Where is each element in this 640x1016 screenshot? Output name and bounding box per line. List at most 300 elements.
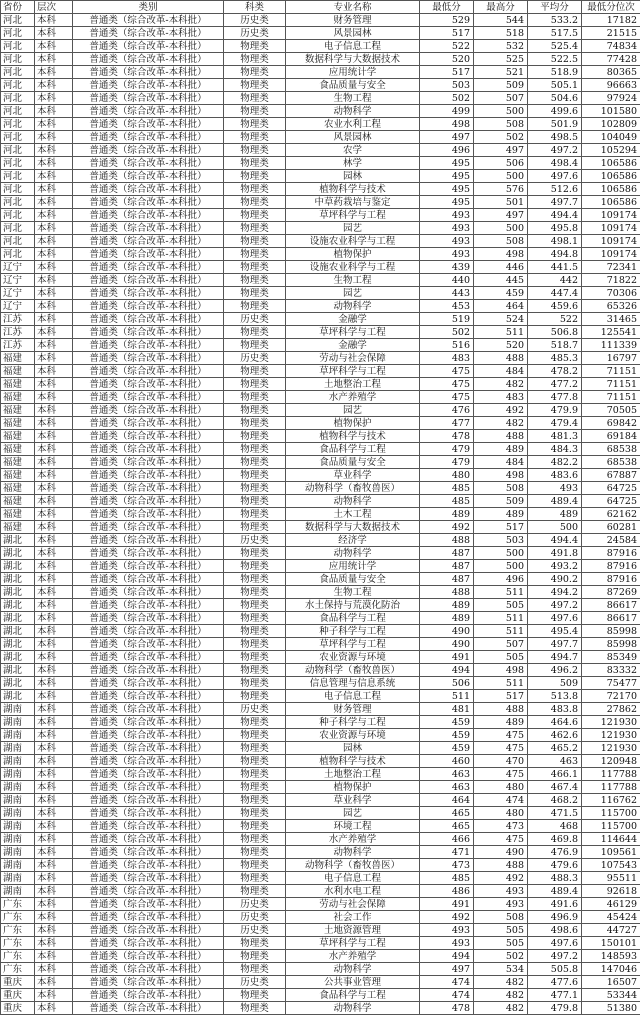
cell-max-score: 511	[474, 625, 528, 638]
cell-category: 普通类（综合改革-本科批）	[73, 742, 224, 755]
cell-avg-score: 481.3	[528, 430, 582, 443]
cell-major: 植物科学与技术	[286, 755, 420, 768]
cell-max-score: 482	[474, 417, 528, 430]
cell-avg-score: 504.6	[528, 92, 582, 105]
table-row	[1, 456, 640, 469]
cell-subject-type: 历史类	[224, 534, 286, 547]
cell-province: 福建	[1, 430, 35, 443]
cell-major: 食品质量与安全	[286, 573, 420, 586]
cell-major: 劳动与社会保障	[286, 352, 420, 365]
cell-level: 本科	[35, 183, 73, 196]
table-row	[1, 391, 640, 404]
cell-level: 本科	[35, 560, 73, 573]
cell-min-score: 463	[420, 781, 474, 794]
cell-category: 普通类（综合改革-本科批）	[73, 911, 224, 924]
cell-max-score: 532	[474, 40, 528, 53]
table-row	[1, 105, 640, 118]
table-row	[1, 781, 640, 794]
cell-max-score: 493	[474, 885, 528, 898]
cell-level: 本科	[35, 508, 73, 521]
table-row	[1, 560, 640, 573]
table-row	[1, 274, 640, 287]
cell-min-score: 490	[420, 625, 474, 638]
cell-subject-type: 物理类	[224, 66, 286, 79]
cell-subject-type: 物理类	[224, 105, 286, 118]
cell-min-rank: 109174	[582, 235, 640, 248]
table-row	[1, 911, 640, 924]
cell-min-score: 498	[420, 118, 474, 131]
table-row	[1, 963, 640, 976]
cell-avg-score: 518.9	[528, 66, 582, 79]
cell-subject-type: 物理类	[224, 612, 286, 625]
table-row	[1, 534, 640, 547]
cell-max-score: 446	[474, 261, 528, 274]
cell-level: 本科	[35, 378, 73, 391]
cell-category: 普通类（综合改革-本科批）	[73, 313, 224, 326]
cell-level: 本科	[35, 872, 73, 885]
cell-avg-score: 497.7	[528, 196, 582, 209]
cell-avg-score: 479.8	[528, 1002, 582, 1015]
cell-category: 普通类（综合改革-本科批）	[73, 807, 224, 820]
cell-level: 本科	[35, 963, 73, 976]
cell-category: 普通类（综合改革-本科批）	[73, 508, 224, 521]
cell-major: 数据科学与大数据技术	[286, 521, 420, 534]
cell-province: 河北	[1, 209, 35, 222]
cell-province: 湖南	[1, 742, 35, 755]
cell-subject-type: 物理类	[224, 846, 286, 859]
cell-level: 本科	[35, 222, 73, 235]
cell-province: 河北	[1, 196, 35, 209]
cell-min-score: 439	[420, 261, 474, 274]
cell-province: 湖北	[1, 612, 35, 625]
cell-avg-score: 512.6	[528, 183, 582, 196]
table-row	[1, 586, 640, 599]
cell-category: 普通类（综合改革-本科批）	[73, 40, 224, 53]
cell-category: 普通类（综合改革-本科批）	[73, 950, 224, 963]
cell-level: 本科	[35, 794, 73, 807]
cell-category: 普通类（综合改革-本科批）	[73, 937, 224, 950]
cell-min-rank: 116762	[582, 794, 640, 807]
cell-province: 湖南	[1, 729, 35, 742]
table-row	[1, 131, 640, 144]
cell-min-score: 487	[420, 560, 474, 573]
cell-min-rank: 67887	[582, 469, 640, 482]
cell-min-rank: 147046	[582, 963, 640, 976]
cell-category: 普通类（综合改革-本科批）	[73, 963, 224, 976]
cell-subject-type: 历史类	[224, 313, 286, 326]
cell-subject-type: 物理类	[224, 729, 286, 742]
cell-subject-type: 物理类	[224, 79, 286, 92]
cell-min-score: 487	[420, 547, 474, 560]
cell-max-score: 475	[474, 768, 528, 781]
cell-avg-score: 497.2	[528, 144, 582, 157]
cell-min-rank: 71151	[582, 378, 640, 391]
cell-major: 公共事业管理	[286, 976, 420, 989]
cell-category: 普通类（综合改革-本科批）	[73, 768, 224, 781]
cell-max-score: 501	[474, 196, 528, 209]
cell-level: 本科	[35, 14, 73, 27]
cell-subject-type: 历史类	[224, 924, 286, 937]
cell-major: 园艺	[286, 807, 420, 820]
cell-max-score: 497	[474, 209, 528, 222]
cell-min-rank: 69842	[582, 417, 640, 430]
cell-level: 本科	[35, 781, 73, 794]
table-row	[1, 937, 640, 950]
cell-min-score: 493	[420, 937, 474, 950]
cell-category: 普通类（综合改革-本科批）	[73, 794, 224, 807]
cell-subject-type: 物理类	[224, 443, 286, 456]
cell-level: 本科	[35, 196, 73, 209]
cell-province: 福建	[1, 404, 35, 417]
cell-category: 普通类（综合改革-本科批）	[73, 612, 224, 625]
cell-avg-score: 494.2	[528, 586, 582, 599]
cell-category: 普通类（综合改革-本科批）	[73, 248, 224, 261]
cell-level: 本科	[35, 521, 73, 534]
cell-avg-score: 493.2	[528, 560, 582, 573]
table-row	[1, 482, 640, 495]
cell-min-score: 478	[420, 1002, 474, 1015]
header-avg-score: 平均分	[528, 1, 582, 14]
cell-major: 金融学	[286, 313, 420, 326]
cell-min-score: 488	[420, 586, 474, 599]
table-row	[1, 118, 640, 131]
cell-min-score: 495	[420, 170, 474, 183]
cell-max-score: 492	[474, 404, 528, 417]
cell-max-score: 500	[474, 105, 528, 118]
cell-subject-type: 物理类	[224, 378, 286, 391]
cell-avg-score: 496.9	[528, 911, 582, 924]
cell-major: 农业水利工程	[286, 118, 420, 131]
cell-major: 草坪科学与工程	[286, 326, 420, 339]
cell-major: 动物科学	[286, 105, 420, 118]
cell-avg-score: 477.8	[528, 391, 582, 404]
cell-major: 水产养殖学	[286, 833, 420, 846]
cell-max-score: 474	[474, 794, 528, 807]
cell-major: 食品科学与工程	[286, 612, 420, 625]
cell-avg-score: 496.2	[528, 664, 582, 677]
cell-avg-score: 499.6	[528, 105, 582, 118]
table-row	[1, 976, 640, 989]
cell-category: 普通类（综合改革-本科批）	[73, 27, 224, 40]
cell-avg-score: 495.4	[528, 625, 582, 638]
cell-min-score: 491	[420, 898, 474, 911]
cell-min-score: 485	[420, 872, 474, 885]
cell-subject-type: 物理类	[224, 950, 286, 963]
cell-avg-score: 517.5	[528, 27, 582, 40]
cell-min-score: 453	[420, 300, 474, 313]
cell-major: 园林	[286, 742, 420, 755]
cell-min-rank: 65326	[582, 300, 640, 313]
cell-max-score: 488	[474, 859, 528, 872]
cell-major: 草坪科学与工程	[286, 638, 420, 651]
cell-level: 本科	[35, 898, 73, 911]
cell-major: 种子科学与工程	[286, 625, 420, 638]
table-row	[1, 352, 640, 365]
cell-subject-type: 物理类	[224, 716, 286, 729]
cell-province: 湖北	[1, 534, 35, 547]
cell-max-score: 459	[474, 287, 528, 300]
cell-min-rank: 148593	[582, 950, 640, 963]
header-row	[1, 1, 640, 14]
cell-max-score: 473	[474, 820, 528, 833]
cell-major: 动物科学	[286, 300, 420, 313]
cell-max-score: 503	[474, 534, 528, 547]
table-row	[1, 794, 640, 807]
cell-subject-type: 物理类	[224, 326, 286, 339]
cell-max-score: 480	[474, 781, 528, 794]
cell-level: 本科	[35, 443, 73, 456]
cell-category: 普通类（综合改革-本科批）	[73, 846, 224, 859]
cell-min-score: 495	[420, 157, 474, 170]
cell-province: 重庆	[1, 989, 35, 1002]
cell-min-rank: 87269	[582, 586, 640, 599]
cell-major: 农业资源与环境	[286, 729, 420, 742]
cell-max-score: 498	[474, 664, 528, 677]
cell-max-score: 505	[474, 599, 528, 612]
cell-avg-score: 497.2	[528, 950, 582, 963]
cell-subject-type: 物理类	[224, 92, 286, 105]
cell-province: 江苏	[1, 326, 35, 339]
cell-major: 林学	[286, 157, 420, 170]
cell-avg-score: 465.2	[528, 742, 582, 755]
cell-major: 动物科学	[286, 495, 420, 508]
cell-subject-type: 物理类	[224, 794, 286, 807]
cell-max-score: 508	[474, 118, 528, 131]
cell-province: 湖南	[1, 794, 35, 807]
cell-subject-type: 物理类	[224, 222, 286, 235]
header-min-score: 最低分	[420, 1, 474, 14]
cell-min-score: 489	[420, 612, 474, 625]
cell-subject-type: 物理类	[224, 248, 286, 261]
cell-province: 湖北	[1, 651, 35, 664]
cell-level: 本科	[35, 573, 73, 586]
cell-subject-type: 物理类	[224, 807, 286, 820]
cell-min-rank: 121930	[582, 716, 640, 729]
cell-category: 普通类（综合改革-本科批）	[73, 885, 224, 898]
cell-avg-score: 498.1	[528, 235, 582, 248]
cell-avg-score: 494.8	[528, 248, 582, 261]
cell-min-rank: 115700	[582, 807, 640, 820]
cell-province: 福建	[1, 495, 35, 508]
cell-province: 辽宁	[1, 300, 35, 313]
cell-min-score: 459	[420, 716, 474, 729]
cell-subject-type: 物理类	[224, 144, 286, 157]
cell-level: 本科	[35, 235, 73, 248]
cell-avg-score: 497.7	[528, 638, 582, 651]
cell-level: 本科	[35, 924, 73, 937]
cell-subject-type: 物理类	[224, 963, 286, 976]
cell-min-score: 511	[420, 690, 474, 703]
cell-min-score: 497	[420, 963, 474, 976]
cell-min-rank: 95511	[582, 872, 640, 885]
cell-category: 普通类（综合改革-本科批）	[73, 79, 224, 92]
cell-avg-score: 464.6	[528, 716, 582, 729]
cell-max-score: 488	[474, 703, 528, 716]
cell-max-score: 517	[474, 521, 528, 534]
cell-min-score: 491	[420, 651, 474, 664]
cell-avg-score: 509	[528, 677, 582, 690]
cell-min-score: 487	[420, 573, 474, 586]
cell-subject-type: 物理类	[224, 469, 286, 482]
cell-subject-type: 物理类	[224, 131, 286, 144]
cell-province: 湖北	[1, 560, 35, 573]
cell-min-rank: 62162	[582, 508, 640, 521]
cell-category: 普通类（综合改革-本科批）	[73, 53, 224, 66]
cell-avg-score: 493	[528, 482, 582, 495]
table-row	[1, 625, 640, 638]
cell-major: 草坪科学与工程	[286, 365, 420, 378]
cell-min-rank: 80365	[582, 66, 640, 79]
cell-level: 本科	[35, 456, 73, 469]
cell-min-rank: 68538	[582, 443, 640, 456]
cell-min-rank: 125541	[582, 326, 640, 339]
table-row	[1, 716, 640, 729]
cell-level: 本科	[35, 144, 73, 157]
cell-major: 园林	[286, 170, 420, 183]
cell-category: 普通类（综合改革-本科批）	[73, 287, 224, 300]
cell-level: 本科	[35, 755, 73, 768]
cell-category: 普通类（综合改革-本科批）	[73, 625, 224, 638]
cell-max-score: 488	[474, 430, 528, 443]
cell-max-score: 508	[474, 235, 528, 248]
cell-min-score: 517	[420, 66, 474, 79]
cell-min-score: 493	[420, 248, 474, 261]
cell-major: 经济学	[286, 534, 420, 547]
cell-avg-score: 442	[528, 274, 582, 287]
cell-category: 普通类（综合改革-本科批）	[73, 729, 224, 742]
cell-min-score: 503	[420, 79, 474, 92]
cell-major: 设施农业科学与工程	[286, 261, 420, 274]
cell-major: 社会工作	[286, 911, 420, 924]
table-row	[1, 248, 640, 261]
cell-category: 普通类（综合改革-本科批）	[73, 586, 224, 599]
cell-province: 河北	[1, 53, 35, 66]
cell-level: 本科	[35, 950, 73, 963]
cell-max-score: 482	[474, 989, 528, 1002]
cell-avg-score: 497.2	[528, 599, 582, 612]
cell-min-score: 520	[420, 53, 474, 66]
cell-avg-score: 518.7	[528, 339, 582, 352]
cell-max-score: 506	[474, 157, 528, 170]
table-row	[1, 235, 640, 248]
cell-min-score: 494	[420, 950, 474, 963]
cell-level: 本科	[35, 612, 73, 625]
cell-subject-type: 物理类	[224, 339, 286, 352]
table-row	[1, 170, 640, 183]
cell-category: 普通类（综合改革-本科批）	[73, 66, 224, 79]
cell-max-score: 445	[474, 274, 528, 287]
cell-subject-type: 物理类	[224, 664, 286, 677]
cell-major: 植物科学与技术	[286, 430, 420, 443]
cell-category: 普通类（综合改革-本科批）	[73, 638, 224, 651]
cell-major: 信息管理与信息系统	[286, 677, 420, 690]
cell-max-score: 497	[474, 144, 528, 157]
cell-avg-score: 489.4	[528, 885, 582, 898]
cell-min-score: 506	[420, 677, 474, 690]
cell-level: 本科	[35, 352, 73, 365]
cell-major: 动物科学（畜牧兽医）	[286, 859, 420, 872]
cell-min-rank: 106586	[582, 157, 640, 170]
cell-min-rank: 107543	[582, 859, 640, 872]
cell-avg-score: 500	[528, 521, 582, 534]
cell-province: 湖南	[1, 885, 35, 898]
cell-major: 动物科学	[286, 1002, 420, 1015]
cell-level: 本科	[35, 79, 73, 92]
cell-max-score: 475	[474, 742, 528, 755]
header-max-score: 最高分	[474, 1, 528, 14]
table-row	[1, 417, 640, 430]
cell-min-score: 522	[420, 40, 474, 53]
cell-max-score: 464	[474, 300, 528, 313]
cell-major: 土地整治工程	[286, 378, 420, 391]
cell-min-score: 489	[420, 508, 474, 521]
cell-category: 普通类（综合改革-本科批）	[73, 443, 224, 456]
cell-max-score: 489	[474, 716, 528, 729]
cell-subject-type: 物理类	[224, 989, 286, 1002]
cell-max-score: 482	[474, 378, 528, 391]
cell-province: 湖南	[1, 859, 35, 872]
cell-max-score: 489	[474, 508, 528, 521]
cell-major: 水土保持与荒漠化防治	[286, 599, 420, 612]
cell-province: 福建	[1, 521, 35, 534]
cell-major: 园艺	[286, 404, 420, 417]
cell-major: 生物工程	[286, 274, 420, 287]
cell-min-rank: 44727	[582, 924, 640, 937]
cell-province: 河北	[1, 118, 35, 131]
cell-major: 草业科学	[286, 469, 420, 482]
cell-major: 风景园林	[286, 27, 420, 40]
table-row	[1, 833, 640, 846]
cell-province: 河北	[1, 66, 35, 79]
cell-min-rank: 64725	[582, 482, 640, 495]
cell-province: 福建	[1, 378, 35, 391]
cell-level: 本科	[35, 274, 73, 287]
cell-province: 河北	[1, 248, 35, 261]
cell-min-score: 477	[420, 417, 474, 430]
cell-min-rank: 87916	[582, 560, 640, 573]
cell-max-score: 521	[474, 66, 528, 79]
cell-major: 水利水电工程	[286, 885, 420, 898]
cell-min-score: 479	[420, 443, 474, 456]
cell-min-rank: 72170	[582, 690, 640, 703]
cell-subject-type: 物理类	[224, 521, 286, 534]
table-row	[1, 742, 640, 755]
cell-min-score: 459	[420, 729, 474, 742]
cell-min-score: 483	[420, 352, 474, 365]
cell-min-score: 465	[420, 820, 474, 833]
cell-subject-type: 物理类	[224, 885, 286, 898]
cell-level: 本科	[35, 937, 73, 950]
cell-max-score: 493	[474, 898, 528, 911]
cell-province: 湖南	[1, 846, 35, 859]
cell-level: 本科	[35, 53, 73, 66]
cell-max-score: 492	[474, 872, 528, 885]
cell-category: 普通类（综合改革-本科批）	[73, 703, 224, 716]
cell-province: 湖南	[1, 755, 35, 768]
cell-avg-score: 489.4	[528, 495, 582, 508]
cell-min-score: 476	[420, 404, 474, 417]
cell-min-rank: 16797	[582, 352, 640, 365]
cell-min-score: 492	[420, 911, 474, 924]
cell-max-score: 500	[474, 560, 528, 573]
cell-min-score: 493	[420, 222, 474, 235]
cell-min-score: 492	[420, 521, 474, 534]
cell-max-score: 505	[474, 651, 528, 664]
cell-min-rank: 85998	[582, 625, 640, 638]
cell-major: 土木工程	[286, 508, 420, 521]
cell-subject-type: 物理类	[224, 625, 286, 638]
cell-subject-type: 物理类	[224, 287, 286, 300]
